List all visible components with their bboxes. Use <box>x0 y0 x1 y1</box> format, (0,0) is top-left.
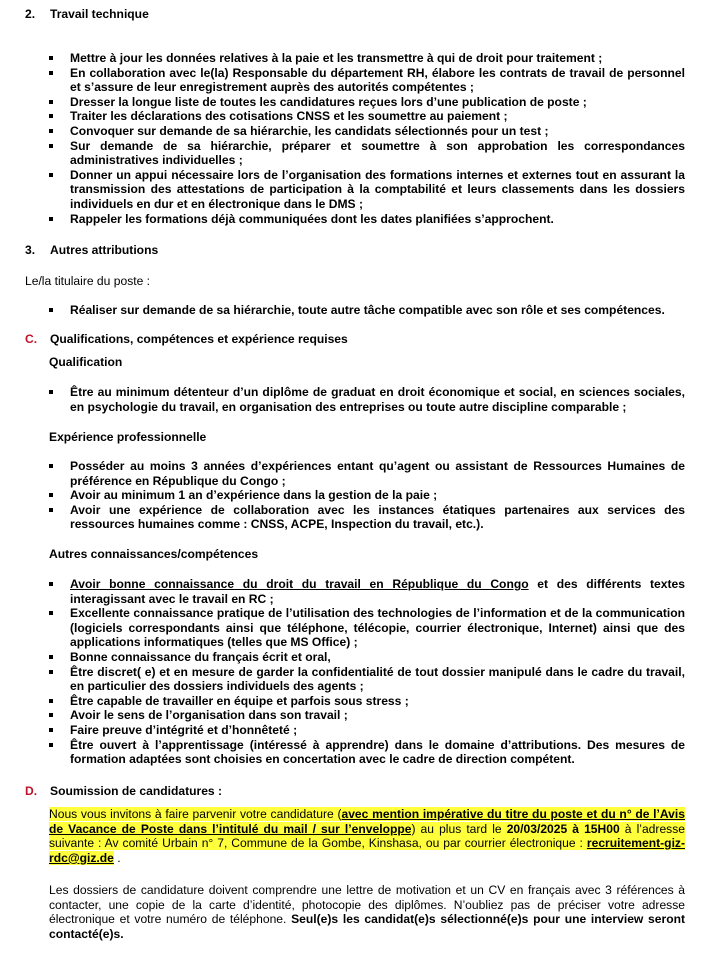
section-2-list <box>49 51 685 226</box>
submission-paragraph <box>49 807 685 865</box>
list-item: Rappeler les formations déjà communiquées dont les dates planifiées s’approchent. <box>49 212 685 227</box>
list-item: Avoir au minimum 1 an d’expérience dans la gestion de la paie ; <box>49 488 685 503</box>
other-skills-list <box>49 577 685 767</box>
section-d-letter: D. <box>25 784 38 798</box>
section-2-number: 2. <box>25 7 36 21</box>
submission-end: . <box>113 850 121 865</box>
section-3-list <box>49 303 685 318</box>
list-item: Donner un appui nécessaire lors de l’organisation des formations internes et externes tout en assurant la transmission des attestations de participation à la comptabilité et leurs classements dans les dossiers individuels en dur et en électronique dans le DMS ; <box>49 168 685 212</box>
other-skills-subheading: Autres connaissances/compétences <box>49 547 259 561</box>
list-item: Mettre à jour les données relatives à la paie et les transmettre à qui de droit pour traitement ; <box>49 51 685 66</box>
list-item <box>49 577 685 606</box>
qualification-list <box>49 385 685 414</box>
application-requirements: Les dossiers de candidature doivent comprendre une lettre de motivation et un CV en français avec 3 références à contacter, une copie de la carte d’identité, photocopie des diplômes. N’oubliez pas de préciser votre adresse électronique et votre numéro de téléphone. <box>49 883 685 927</box>
list-item: Avoir une expérience de collaboration avec les instances étatiques partenaires aux services des ressources humaines comme : CNSS, ACPE, Inspection du travail, etc.). <box>49 503 685 532</box>
recruitment-email-link[interactable]: recruitement-giz-rdc@giz.de <box>49 836 685 865</box>
list-item: Être discret( e) et en mesure de garder la confidentialité de tout dossier manipulé dans le cadre du travail, en particulier des dossiers individuels des agents ; <box>49 665 685 694</box>
section-c-heading <box>25 332 348 347</box>
labour-law-rest: et des différents textes interagissant avec le travail en RC ; <box>70 577 685 606</box>
list-item: Être capable de travailler en équipe et parfois sous stress ; <box>49 694 685 709</box>
labour-law-emphasis: Avoir bonne connaissance du droit du travail en République du Congo <box>70 577 529 591</box>
section-3-number: 3. <box>25 243 36 257</box>
list-item: Être ouvert à l’apprentissage (intéressé à apprendre) dans le domaine d’attributions. Des mesures de formation adaptées sont choisies en concertation avec le cadre de direction compétent. <box>49 738 685 767</box>
list-item: En collaboration avec le(la) Responsable du département RH, élabore les contrats de travail de personnel et s’assure de leur enregistrement auprès des autorités compétentes ; <box>49 66 685 95</box>
application-requirements-paragraph <box>49 883 685 941</box>
experience-subheading: Expérience professionnelle <box>49 430 207 444</box>
section-c-title: Qualifications, compétences et expérience requises <box>50 332 348 346</box>
list-item: Posséder au moins 3 années d’expériences entant qu’agent ou assistant de Ressources Humaines de préférence en République du Congo ; <box>49 459 685 488</box>
list-item: Être au minimum détenteur d’un diplôme de graduat en droit économique et social, en sciences sociales, en psychologie du travail, en organisation des entreprises ou toute autre discipline comparable ; <box>49 385 685 414</box>
section-d-heading <box>25 784 222 799</box>
list-item: Faire preuve d’intégrité et d’honnêteté ; <box>49 723 685 738</box>
section-3-intro: Le/la titulaire du poste : <box>25 274 151 288</box>
section-c-letter: C. <box>25 332 38 346</box>
deadline-prefix: ) au plus tard le <box>411 821 507 836</box>
list-item: Convoquer sur demande de sa hiérarchie, les candidats sélectionnés pour un test ; <box>49 124 685 139</box>
list-item: Sur demande de sa hiérarchie, préparer et soumettre à son approbation les correspondances administratives individuelles ; <box>49 139 685 168</box>
list-item: Dresser la longue liste de toutes les candidatures reçues lors d’une publication de poste ; <box>49 95 685 110</box>
deadline-date: 20/03/2025 à 15H00 <box>506 821 620 836</box>
section-d-title: Soumission de candidatures : <box>50 784 223 798</box>
section-3-title: Autres attributions <box>50 243 159 257</box>
section-2-title: Travail technique <box>50 7 149 21</box>
submission-intro: Nous vous invitons à faire parvenir votre candidature ( <box>49 807 342 821</box>
submission-address: à l’adresse suivante : Av comité Urbain n° 7, Commune de la Gombe, Kinshasa, ou par courrier électronique : <box>49 821 685 851</box>
list-item: Bonne connaissance du français écrit et oral, <box>49 650 685 665</box>
list-item: Avoir le sens de l’organisation dans son travail ; <box>49 708 685 723</box>
experience-list <box>49 459 685 532</box>
mandatory-mention: avec mention impérative du titre du poste et du n° de l’Avis de Vacance de Poste dans l’intitulé du mail / sur l’enveloppe <box>49 807 685 836</box>
selection-notice: Seul(e)s les candidat(e)s sélectionné(e)s pour une interview seront contacté(e)s. <box>49 912 686 941</box>
list-item: Traiter les déclarations des cotisations CNSS et les soumettre au paiement ; <box>49 109 685 124</box>
section-3-heading <box>25 243 158 258</box>
qualification-subheading: Qualification <box>49 355 123 369</box>
section-2-heading <box>25 7 149 22</box>
list-item: Excellente connaissance pratique de l’utilisation des technologies de l’information et de la communication (logiciels correspondants ainsi que téléphone, télécopie, courrier électronique, Internet) ainsi que des applications informatiques (telles que MS Office) ; <box>49 606 685 650</box>
list-item: Réaliser sur demande de sa hiérarchie, toute autre tâche compatible avec son rôle et ses compétences. <box>49 303 685 318</box>
